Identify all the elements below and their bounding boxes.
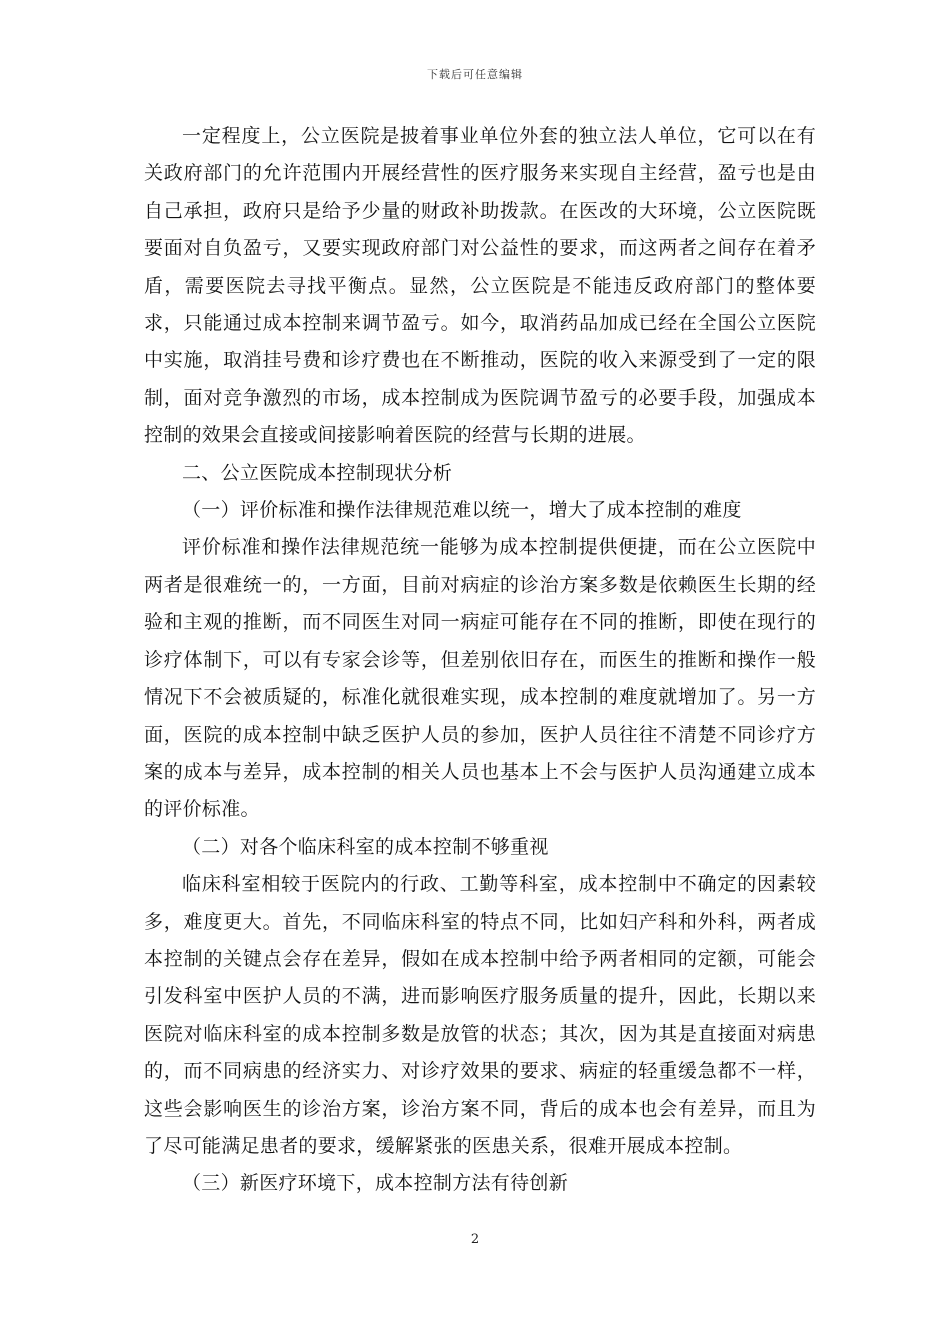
subsection-heading-2-2: （二）对各个临床科室的成本控制不够重视 <box>182 835 549 858</box>
section-heading-2: 二、公立医院成本控制现状分析 <box>182 461 453 484</box>
body-paragraph-2: 评价标准和操作法律规范统一能够为成本控制提供便捷，而在公立医院中两者是很难统一的，一方面，目前对病症的诊治方案多数是依赖医生长期的经验和主观的推断，而不同医生对同一病症可能存在不同的推断，即使在现行的诊疗体制下，可以有专家会诊等，但差别依旧存在，而医生的推断和操作一般情况下不会被质疑的，标准化就很难实现，成本控制的难度就增加了。另一方面，医院的成本控制中缺乏医护人员的参加，医护人员往往不清楚不同诊疗方案的成本与差异，成本控制的相关人员也基本上不会与医护人员沟通建立成本的评价标准。 <box>144 536 816 821</box>
document-body <box>144 118 816 1203</box>
subsection-heading-2-1: （一）评价标准和操作法律规范难以统一，增大了成本控制的难度 <box>182 499 742 522</box>
subsection-heading-2-3: （三）新医疗环境下，成本控制方法有待创新 <box>182 1172 569 1195</box>
body-paragraph-3: 临床科室相较于医院内的行政、工勤等科室，成本控制中不确定的因素较多，难度更大。首先，不同临床科室的特点不同，比如妇产科和外科，两者成本控制的关键点会存在差异，假如在成本控制中给予两者相同的定额，可能会引发科室中医护人员的不满，进而影响医疗服务质量的提升，因此，长期以来医院对临床科室的成本控制多数是放管的状态；其次，因为其是直接面对病患的，而不同病患的经济实力、对诊疗效果的要求、病症的轻重缓急都不一样，这些会影响医生的诊治方案，诊治方案不同，背后的成本也会有差异，而且为了尽可能满足患者的要求，缓解紧张的医患关系，很难开展成本控制。 <box>144 873 816 1157</box>
body-paragraph-1: 一定程度上，公立医院是披着事业单位外套的独立法人单位，它可以在有关政府部门的允许范围内开展经营性的医疗服务来实现自主经营，盈亏也是由自己承担，政府只是给予少量的财政补助拨款。在医改的大环境，公立医院既要面对自负盈亏，又要实现政府部门对公益性的要求，而这两者之间存在着矛盾，需要医院去寻找平衡点。显然，公立医院是不能违反政府部门的整体要求，只能通过成本控制来调节盈亏。如今，取消药品加成已经在全国公立医院中实施，取消挂号费和诊疗费也在不断推动，医院的收入来源受到了一定的限制，面对竞争激烈的市场，成本控制成为医院调节盈亏的必要手段，加强成本控制的效果会直接或间接影响着医院的经营与长期的进展。 <box>144 125 816 447</box>
page-number: 2 <box>470 1232 480 1247</box>
page-header-note: 下载后可任意编辑 <box>427 68 523 81</box>
